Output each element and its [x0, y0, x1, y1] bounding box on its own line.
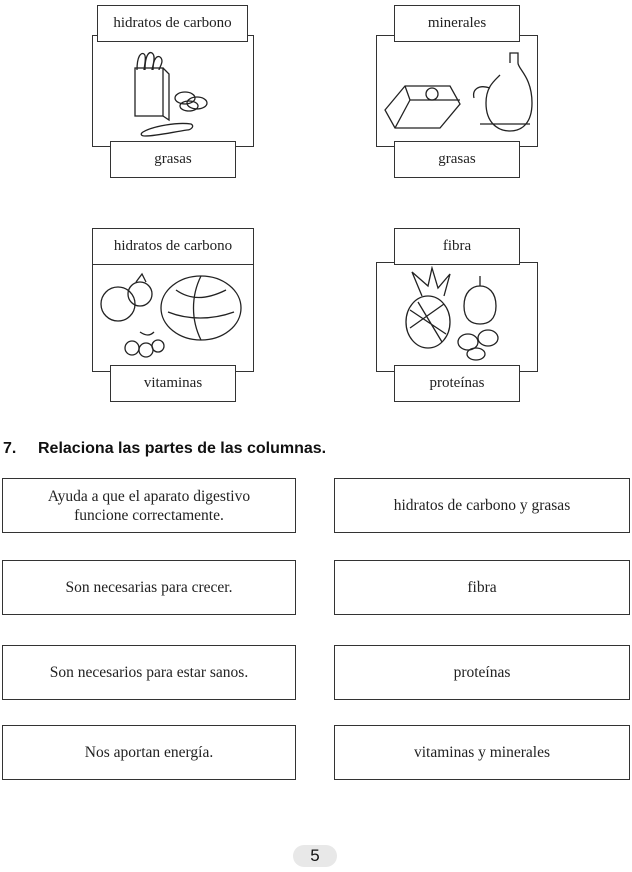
vegetables-illustration — [96, 268, 251, 363]
question-text: Relaciona las partes de las columnas. — [38, 440, 327, 457]
card-2-top-label: minerales — [394, 5, 520, 42]
page-number: 5 — [293, 845, 337, 867]
right-item-1[interactable]: hidratos de carbono y grasas — [334, 478, 630, 533]
fruits-nuts-illustration — [398, 266, 518, 364]
card-4-bottom-label: proteínas — [394, 365, 520, 402]
card-1-bottom-label: grasas — [110, 141, 236, 178]
right-item-2[interactable]: fibra — [334, 560, 630, 615]
butter-oil-illustration — [380, 48, 535, 138]
card-3-top-label: hidratos de carbono — [92, 228, 254, 265]
question-number: 7. — [3, 440, 17, 457]
card-3-bottom-label: vitaminas — [110, 365, 236, 402]
right-item-4[interactable]: vitaminas y minerales — [334, 725, 630, 780]
bread-potatoes-illustration — [125, 48, 225, 138]
card-2-bottom-label: grasas — [394, 141, 520, 178]
left-item-4[interactable]: Nos aportan energía. — [2, 725, 296, 780]
right-item-3[interactable]: proteínas — [334, 645, 630, 700]
left-item-3[interactable]: Son necesarios para estar sanos. — [2, 645, 296, 700]
card-4-top-label: fibra — [394, 228, 520, 265]
left-item-2[interactable]: Son necesarias para crecer. — [2, 560, 296, 615]
left-item-1[interactable]: Ayuda a que el aparato digestivo funcione correctamente. — [2, 478, 296, 533]
card-1-top-label: hidratos de carbono — [97, 5, 248, 42]
